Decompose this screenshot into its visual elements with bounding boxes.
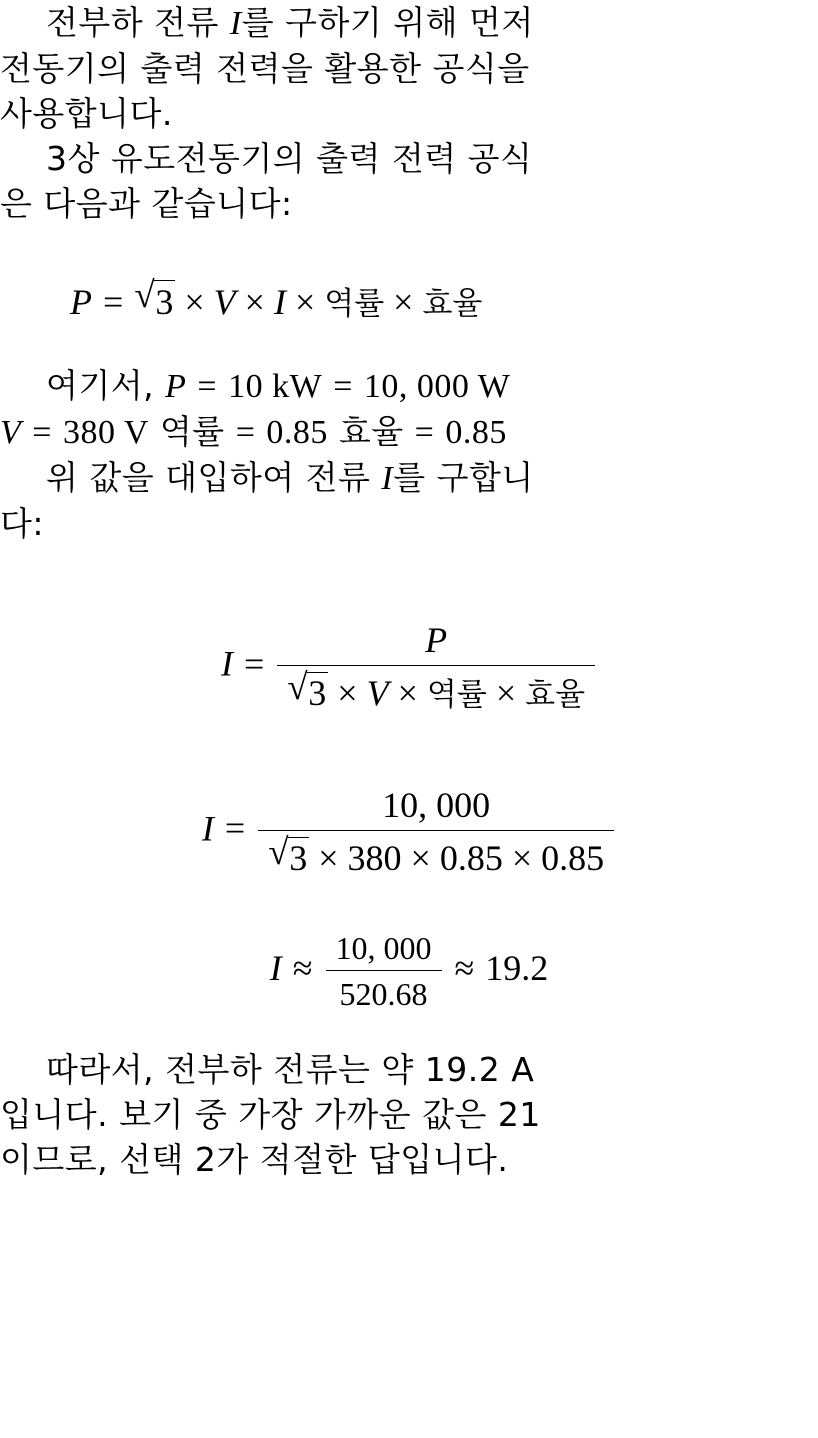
equation-current-numeric-numerator: 10, 000 bbox=[382, 784, 491, 825]
equation-power-powerfactor: 역률 bbox=[324, 286, 385, 322]
paragraph-conclusion-line1: 따라서, 전부하 전류는 약 19.2 A bbox=[46, 1050, 535, 1090]
equation-current-symbolic-equals: = bbox=[243, 643, 265, 684]
given-intro: 여기서, bbox=[46, 366, 155, 405]
inline-var-I-1: I bbox=[229, 5, 242, 42]
equation-current-numeric-lhs: I bbox=[201, 808, 214, 849]
paragraph-intro bbox=[0, 0, 818, 136]
times-2: × bbox=[397, 673, 418, 714]
equation-power-efficiency: 효율 bbox=[422, 286, 483, 322]
sqrt-icon bbox=[134, 275, 175, 323]
sqrt-icon bbox=[287, 667, 328, 714]
paragraph-intro-line1-prefix: 전부하 전류 bbox=[46, 3, 230, 42]
equation-power-lhs: P bbox=[70, 282, 92, 322]
paragraph-intro-line3: 사용합니다. bbox=[0, 94, 173, 133]
given-eff-value: 0.85 bbox=[445, 414, 507, 451]
spacer bbox=[0, 880, 818, 920]
times-1: × bbox=[337, 673, 358, 714]
equation-current-result-approx-1: ≈ bbox=[292, 947, 313, 988]
paragraph-conclusion bbox=[0, 1047, 818, 1182]
paragraph-substitute-line1-prefix: 위 값을 대입하여 전류 bbox=[46, 458, 382, 497]
paragraph-intro-line2: 전동기의 출력 전력을 활용한 공식을 bbox=[0, 49, 530, 88]
spacer bbox=[0, 715, 818, 767]
equation-power-I: I bbox=[273, 282, 286, 322]
paragraph-formula-lead bbox=[0, 136, 818, 226]
denominator-powerfactor: 0.85 bbox=[439, 838, 503, 879]
given-pf-label: 역률 bbox=[159, 412, 225, 451]
times-3: × bbox=[294, 282, 316, 322]
given-values bbox=[0, 363, 818, 455]
paragraph-substitute-line1-suffix: 를 구합니 bbox=[393, 458, 534, 497]
paragraph-conclusion-line2: 입니다. 보기 중 가장 가까운 값은 21 bbox=[0, 1095, 541, 1135]
equation-power bbox=[0, 275, 818, 323]
equation-current-result-denominator: 520.68 bbox=[339, 976, 428, 1013]
denominator-radicand: 3 bbox=[308, 673, 327, 714]
equation-current-result-value: 19.2 bbox=[485, 947, 549, 988]
spacer bbox=[0, 226, 818, 278]
equation-current-numeric bbox=[0, 785, 818, 880]
equation-current-symbolic-numerator: P bbox=[425, 620, 448, 660]
denominator-radicand: 3 bbox=[289, 838, 308, 879]
fraction bbox=[258, 785, 614, 880]
paragraph-formula-lead-line1: 3상 유도전동기의 출력 전력 공식 bbox=[46, 139, 533, 178]
equation-current-symbolic-denominator bbox=[277, 666, 595, 714]
denominator-efficiency: 0.85 bbox=[541, 838, 605, 879]
equation-current-result-approx-2: ≈ bbox=[454, 947, 475, 988]
given-pf-equals: = bbox=[235, 414, 256, 451]
given-V-equals: = bbox=[32, 414, 52, 451]
given-P-kw: 10 kW bbox=[228, 368, 323, 405]
given-pf-value: 0.85 bbox=[266, 414, 328, 451]
equation-power-V: V bbox=[213, 282, 236, 322]
times-3: × bbox=[495, 673, 517, 714]
equation-power-equals: = bbox=[103, 282, 124, 322]
equation-current-result-lhs: I bbox=[269, 947, 282, 988]
inline-var-I-2: I bbox=[381, 460, 394, 497]
fraction bbox=[277, 620, 595, 715]
times-2: × bbox=[244, 282, 265, 322]
denominator-powerfactor: 역률 bbox=[426, 677, 487, 714]
denominator-voltage: 380 bbox=[347, 838, 402, 879]
paragraph-formula-lead-line2: 은 다음과 같습니다: bbox=[0, 184, 293, 223]
given-P-equals-2: = bbox=[333, 368, 353, 405]
equation-current-symbolic bbox=[0, 620, 818, 715]
given-V-label: V bbox=[0, 414, 22, 451]
radical-symbol: √ bbox=[268, 832, 289, 874]
denominator-V: V bbox=[366, 673, 389, 714]
given-eff-equals: = bbox=[414, 414, 435, 451]
times-1: × bbox=[184, 282, 205, 322]
paragraph-substitute bbox=[0, 455, 818, 546]
paragraph-intro-line1-suffix: 를 구하기 위해 먼저 bbox=[241, 3, 534, 42]
equation-current-symbolic-lhs: I bbox=[220, 643, 233, 684]
paragraph-conclusion-line3: 이므로, 선택 2가 적절한 답입니다. bbox=[0, 1140, 509, 1180]
given-P-label: P bbox=[165, 368, 187, 405]
given-eff-label: 효율 bbox=[338, 412, 404, 451]
times-2: × bbox=[410, 838, 431, 879]
radical-symbol: √ bbox=[287, 667, 308, 709]
given-V-value: 380 V bbox=[62, 414, 149, 451]
sqrt-icon bbox=[268, 832, 309, 879]
fraction bbox=[326, 930, 442, 1014]
equation-current-numeric-denominator bbox=[258, 831, 614, 879]
equation-current-result bbox=[0, 930, 818, 1014]
spacer bbox=[0, 546, 818, 598]
spacer bbox=[0, 1013, 818, 1039]
equation-current-result-numerator: 10, 000 bbox=[335, 929, 432, 966]
given-P-w: 10, 000 W bbox=[363, 368, 511, 405]
given-P-equals: = bbox=[197, 368, 218, 405]
times-1: × bbox=[318, 838, 339, 879]
times-4: × bbox=[393, 282, 414, 322]
paragraph-substitute-line2: 다: bbox=[0, 504, 44, 543]
equation-current-numeric-equals: = bbox=[224, 808, 246, 849]
times-3: × bbox=[511, 838, 533, 879]
radical-symbol: √ bbox=[134, 275, 155, 316]
equation-power-radicand: 3 bbox=[155, 282, 174, 322]
denominator-efficiency: 효율 bbox=[525, 677, 586, 714]
spacer bbox=[0, 323, 818, 363]
